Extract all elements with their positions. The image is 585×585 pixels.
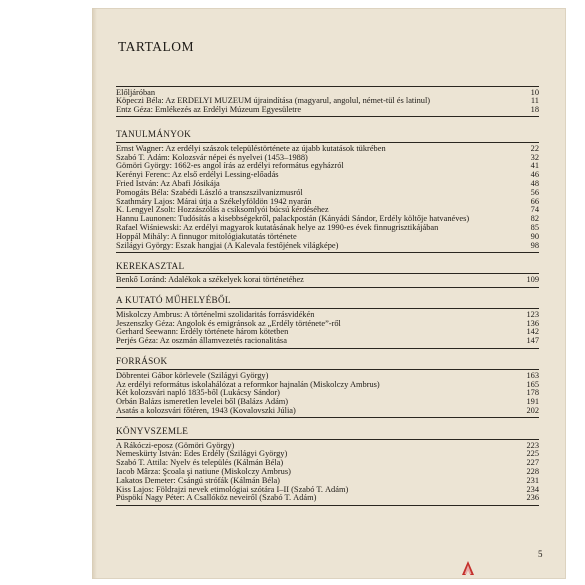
toc-entry-title: Iacob Mârza: Şcoala şi natiune (Miskolczy Ambrus) (116, 468, 291, 476)
toc-entry-title: Ásatás a kolozsvári főtéren, 1943 (Kovalovszki Júlia) (116, 407, 296, 416)
toc-entry-page: 85 (530, 223, 539, 233)
toc-entry-title: Lakatos Demeter: Csángú strófák (Kálmán Béla) (116, 476, 280, 485)
toc-section (116, 86, 539, 118)
toc-entry (116, 381, 539, 390)
section-divider (116, 308, 539, 309)
section-heading: FORRÁSOK (116, 356, 168, 367)
toc-entry-title: Kiss Lajos: Földrajzi nevek etimológiai szótára I–II (Szabó T. Ádám) (116, 485, 349, 494)
toc-entry-page: 147 (526, 336, 539, 346)
toc-entry (116, 106, 539, 115)
toc-entry (116, 486, 539, 495)
toc-entry (116, 242, 539, 251)
toc-entry-page: 10 (530, 87, 539, 97)
toc-entry-title: Szilágyi György: Észak hangjai (A Kalevala festőjének világképe) (116, 241, 339, 250)
toc-entry (116, 407, 539, 416)
toc-entry (116, 180, 539, 189)
toc-section (116, 356, 539, 418)
section-heading: KÖNYVSZEMLE (116, 426, 189, 437)
table-of-contents (116, 84, 539, 513)
section-divider (116, 142, 539, 143)
toc-entry (116, 233, 539, 242)
toc-entry-title: Köpeczi Béla: Az ERDÉLYI MÚZEUM újraindítása (magyarul, angolul, német-tül és latinul) (116, 97, 431, 106)
toc-entry-page: 225 (526, 449, 539, 459)
toc-entry (116, 215, 539, 224)
toc-entry-page: 41 (530, 161, 539, 171)
toc-entry-page: 56 (530, 187, 539, 197)
toc-entry-page: 48 (530, 179, 539, 189)
toc-entry-page: 46 (530, 170, 539, 180)
toc-section (116, 129, 539, 253)
toc-entry-title: Nemeskürty István: Édes Erdély (Szilágyi György) (116, 450, 288, 459)
toc-entry-title: Püspöki Nagy Péter: A Csallóköz neveiről (Szabó T. Ádám) (116, 494, 317, 503)
toc-entry (116, 311, 539, 320)
toc-entry (116, 145, 539, 154)
toc-entry (116, 398, 539, 407)
toc-entry-page: 142 (526, 327, 539, 337)
section-end-divider (116, 116, 539, 117)
toc-entry-title: Rafael Wiśniewski: Az erdélyi magyarok kutatásának helye az 1990-es évek finnugrisztikájában (116, 224, 439, 233)
section-heading: A KUTATÓ MŰHELYÉBŐL (116, 295, 231, 306)
toc-entry-page: 32 (530, 152, 539, 162)
toc-entry (116, 442, 539, 451)
toc-entry-title: Hannu Launonen: Tudósítás a kisebbségekről, palackpostán (Kányádi Sándor, Erdély költője hatvanéves) (116, 215, 470, 224)
toc-entry-page: 74 (530, 205, 539, 215)
toc-entry-title: Előljáróban (116, 88, 156, 97)
page-title: TARTALOM (118, 39, 195, 54)
toc-entry (116, 468, 539, 477)
section-divider (116, 86, 539, 87)
toc-entry (116, 328, 539, 337)
toc-entry-title: Gerhard Seewann: Erdély története három kötetben (116, 328, 289, 337)
toc-entry-title: Kerényi Ferenc: Az első erdélyi Lessing-előadás (116, 171, 279, 180)
toc-entry (116, 154, 539, 163)
toc-entry-title: Perjés Géza: Az oszmán államvezetés racionalitása (116, 337, 287, 346)
toc-entry-page: 66 (530, 196, 539, 206)
toc-entry (116, 450, 539, 459)
toc-entry-page: 82 (530, 214, 539, 224)
toc-entry-title: Gömöri György: 1662-es angol írás az erdélyi református egyházról (116, 162, 344, 171)
toc-entry-title: Fried István: Az Abafi Jósikája (116, 180, 220, 189)
publisher-logo-icon (461, 560, 475, 576)
toc-entry (116, 162, 539, 171)
section-divider (116, 369, 539, 370)
toc-entry-title: Orbán Balázs ismeretlen levelei ből (Balázs Ádám) (116, 398, 289, 407)
toc-section (116, 426, 539, 506)
section-end-divider (116, 505, 539, 506)
toc-entry-page: 163 (526, 370, 539, 380)
toc-entry (116, 206, 539, 215)
toc-entry (116, 320, 539, 329)
toc-entry-page: 22 (530, 143, 539, 153)
toc-entry-page: 165 (526, 379, 539, 389)
toc-entry-title: Benkő Loránd: Adalékok a székelyek korai történetéhez (116, 276, 304, 285)
toc-entry-page: 136 (526, 318, 539, 328)
toc-entry (116, 372, 539, 381)
toc-entry-page: 227 (526, 458, 539, 468)
toc-entry-title: Jeszenszky Géza: Angolok és emigránsok az „Erdély története”-ről (116, 319, 341, 328)
section-heading: TANULMÁNYOK (116, 129, 192, 140)
toc-entry-title: Két kolozsvári napló 1835-ből (Lukácsy Sándor) (116, 389, 280, 398)
toc-entry-page: 234 (526, 484, 539, 494)
section-end-divider (116, 287, 539, 288)
toc-entry-page: 191 (526, 397, 539, 407)
toc-entry-title: Szathmáry Lajos: Márai útja a Székelyföldön 1942 nyarán (116, 197, 312, 206)
toc-entry (116, 477, 539, 486)
toc-entry-page: 123 (526, 309, 539, 319)
section-divider (116, 273, 539, 274)
toc-entry-title: Szabó T. Ádám: Kolozsvár népei és nyelvei (1453–1988) (116, 153, 308, 162)
section-divider (116, 439, 539, 440)
toc-entry-title: K. Lengyel Zsolt: Hozzászólás a csíksomlyói búcsú kérdéséhez (116, 206, 329, 215)
book-page (92, 8, 566, 579)
toc-entry (116, 198, 539, 207)
toc-entry-title: A Rákóczi-eposz (Gömöri György) (116, 441, 235, 450)
section-end-divider (116, 252, 539, 253)
toc-entry (116, 97, 539, 106)
toc-entry-page: 11 (530, 96, 539, 106)
toc-entry-page: 109 (526, 275, 539, 285)
toc-entry-title: Hoppál Mihály: A finnugor mitológiakutatás története (116, 232, 297, 241)
toc-entry (116, 189, 539, 198)
toc-entry-title: Szabó T. Attila: Nyelv és település (Kálmán Béla) (116, 459, 284, 468)
toc-entry (116, 337, 539, 346)
toc-entry-title: Döbrentei Gábor körlevele (Szilágyi György) (116, 371, 269, 380)
toc-entry-page: 202 (526, 406, 539, 416)
toc-entry-title: Ernst Wagner: Az erdélyi szászok településtörténete az újabb kutatások tükrében (116, 144, 386, 153)
toc-entry-title: Miskolczy Ambrus: A történelmi szolidaritás forrásvidékén (116, 310, 315, 319)
toc-entry (116, 494, 539, 503)
toc-entry (116, 224, 539, 233)
toc-entry-title: Pomogáts Béla: Szabédi László a transzszilvanizmusról (116, 188, 303, 197)
toc-entry-title: Entz Géza: Emlékezés az Erdélyi Múzeum Egyesületre (116, 106, 302, 115)
toc-entry-page: 228 (526, 467, 539, 476)
toc-section (116, 295, 539, 348)
toc-entry (116, 389, 539, 398)
toc-entry-title: Az erdélyi református iskolahálózat a reformkor hajnalán (Miskolczy Ambrus) (116, 380, 380, 389)
toc-entry (116, 89, 539, 98)
toc-entry (116, 459, 539, 468)
toc-entry-page: 98 (530, 240, 539, 250)
toc-entry-page: 231 (526, 475, 539, 485)
toc-entry (116, 276, 539, 285)
toc-entry (116, 171, 539, 180)
toc-entry-page: 223 (526, 440, 539, 450)
toc-entry-page: 18 (530, 105, 539, 115)
toc-entry-page: 178 (526, 388, 539, 398)
toc-entry-page: 236 (526, 493, 539, 503)
section-end-divider (116, 417, 539, 418)
section-heading: KEREKASZTAL (116, 260, 185, 271)
section-end-divider (116, 348, 539, 349)
toc-entry-page: 90 (530, 231, 539, 241)
toc-section (116, 261, 539, 288)
page-number: 5 (538, 549, 543, 559)
